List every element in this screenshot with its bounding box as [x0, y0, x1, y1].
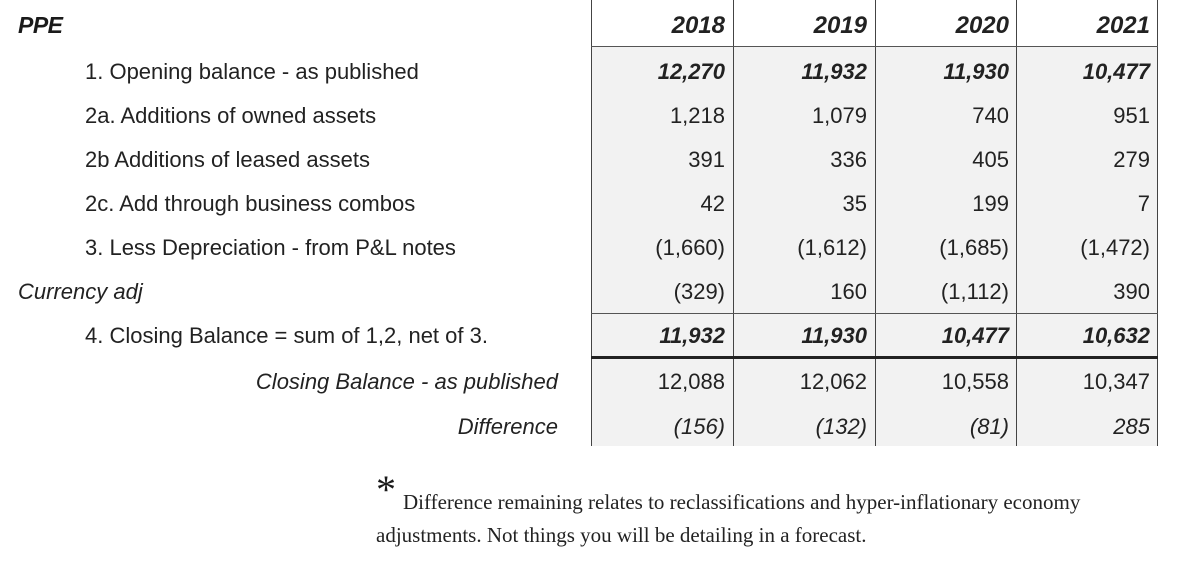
table-cell: 10,558	[941, 369, 1009, 394]
table-cell: (329)	[673, 279, 725, 304]
footnote-line-2: adjustments. Not things you will be detailing in a forecast.	[376, 523, 867, 547]
row-label-business-combos: 2c. Add through business combos	[85, 191, 416, 216]
table-cell: 199	[972, 191, 1009, 216]
table-cell: 390	[1113, 279, 1150, 304]
table-cell: 10,477	[1082, 59, 1150, 84]
table-cell: 12,270	[657, 59, 725, 84]
table-cell: 1,079	[811, 103, 867, 128]
table-cell: (156)	[673, 414, 725, 439]
footnote-line-1: Difference remaining relates to reclassifications and hyper-inflationary economy	[403, 490, 1081, 514]
table-cell: 11,930	[801, 323, 867, 348]
table-cell: 405	[972, 147, 1009, 172]
table-cell: 336	[830, 147, 867, 172]
table-cell: 12,062	[799, 369, 867, 394]
row-label-difference: Difference	[457, 414, 558, 439]
row-label-additions-leased: 2b Additions of leased assets	[85, 147, 370, 172]
table-cell: 35	[842, 191, 867, 216]
table-cell: 740	[972, 103, 1009, 128]
header-divider	[591, 46, 1158, 47]
grid-line	[1157, 0, 1158, 446]
table-cell: 285	[1113, 414, 1150, 439]
table-cell: (132)	[815, 414, 867, 439]
table-cell: 10,632	[1082, 323, 1150, 348]
table-cell: 11,930	[943, 59, 1009, 84]
row-label-depreciation: 3. Less Depreciation - from P&L notes	[85, 235, 456, 260]
table-cell: (81)	[969, 414, 1009, 439]
table-cell: (1,112)	[940, 279, 1009, 304]
table-cell: 10,477	[941, 323, 1009, 348]
table-cell: (1,685)	[939, 235, 1009, 260]
table-cell: (1,612)	[797, 235, 867, 260]
table-cell: 951	[1113, 103, 1150, 128]
closing-bottom-divider	[591, 356, 1158, 359]
row-label-opening-balance: 1. Opening balance - as published	[85, 59, 419, 84]
closing-top-divider	[591, 313, 1158, 314]
table-cell: 391	[688, 147, 725, 172]
row-label-closing-published: Closing Balance - as published	[255, 369, 558, 394]
column-header-2019: 2019	[813, 12, 867, 39]
asterisk-icon: *	[376, 467, 396, 512]
table-cell: 10,347	[1082, 369, 1150, 394]
table-cell: 160	[830, 279, 867, 304]
row-label-currency-adj: Currency adj	[18, 279, 143, 304]
table-cell: (1,660)	[655, 235, 725, 260]
column-header-2021: 2021	[1096, 12, 1150, 39]
table-cell: (1,472)	[1080, 235, 1150, 260]
row-label-closing-balance: 4. Closing Balance = sum of 1,2, net of 3.	[85, 323, 488, 348]
table-title: PPE	[18, 12, 63, 38]
table-cell: 42	[700, 191, 725, 216]
column-header-2018: 2018	[671, 12, 725, 39]
row-label-additions-owned: 2a. Additions of owned assets	[85, 103, 377, 128]
table-cell: 12,088	[657, 369, 725, 394]
column-header-2020: 2020	[955, 12, 1009, 39]
table-cell: 11,932	[801, 59, 867, 84]
table-cell: 279	[1113, 147, 1150, 172]
table-cell: 7	[1137, 191, 1150, 216]
table-cell: 1,218	[669, 103, 725, 128]
table-cell: 11,932	[659, 323, 725, 348]
